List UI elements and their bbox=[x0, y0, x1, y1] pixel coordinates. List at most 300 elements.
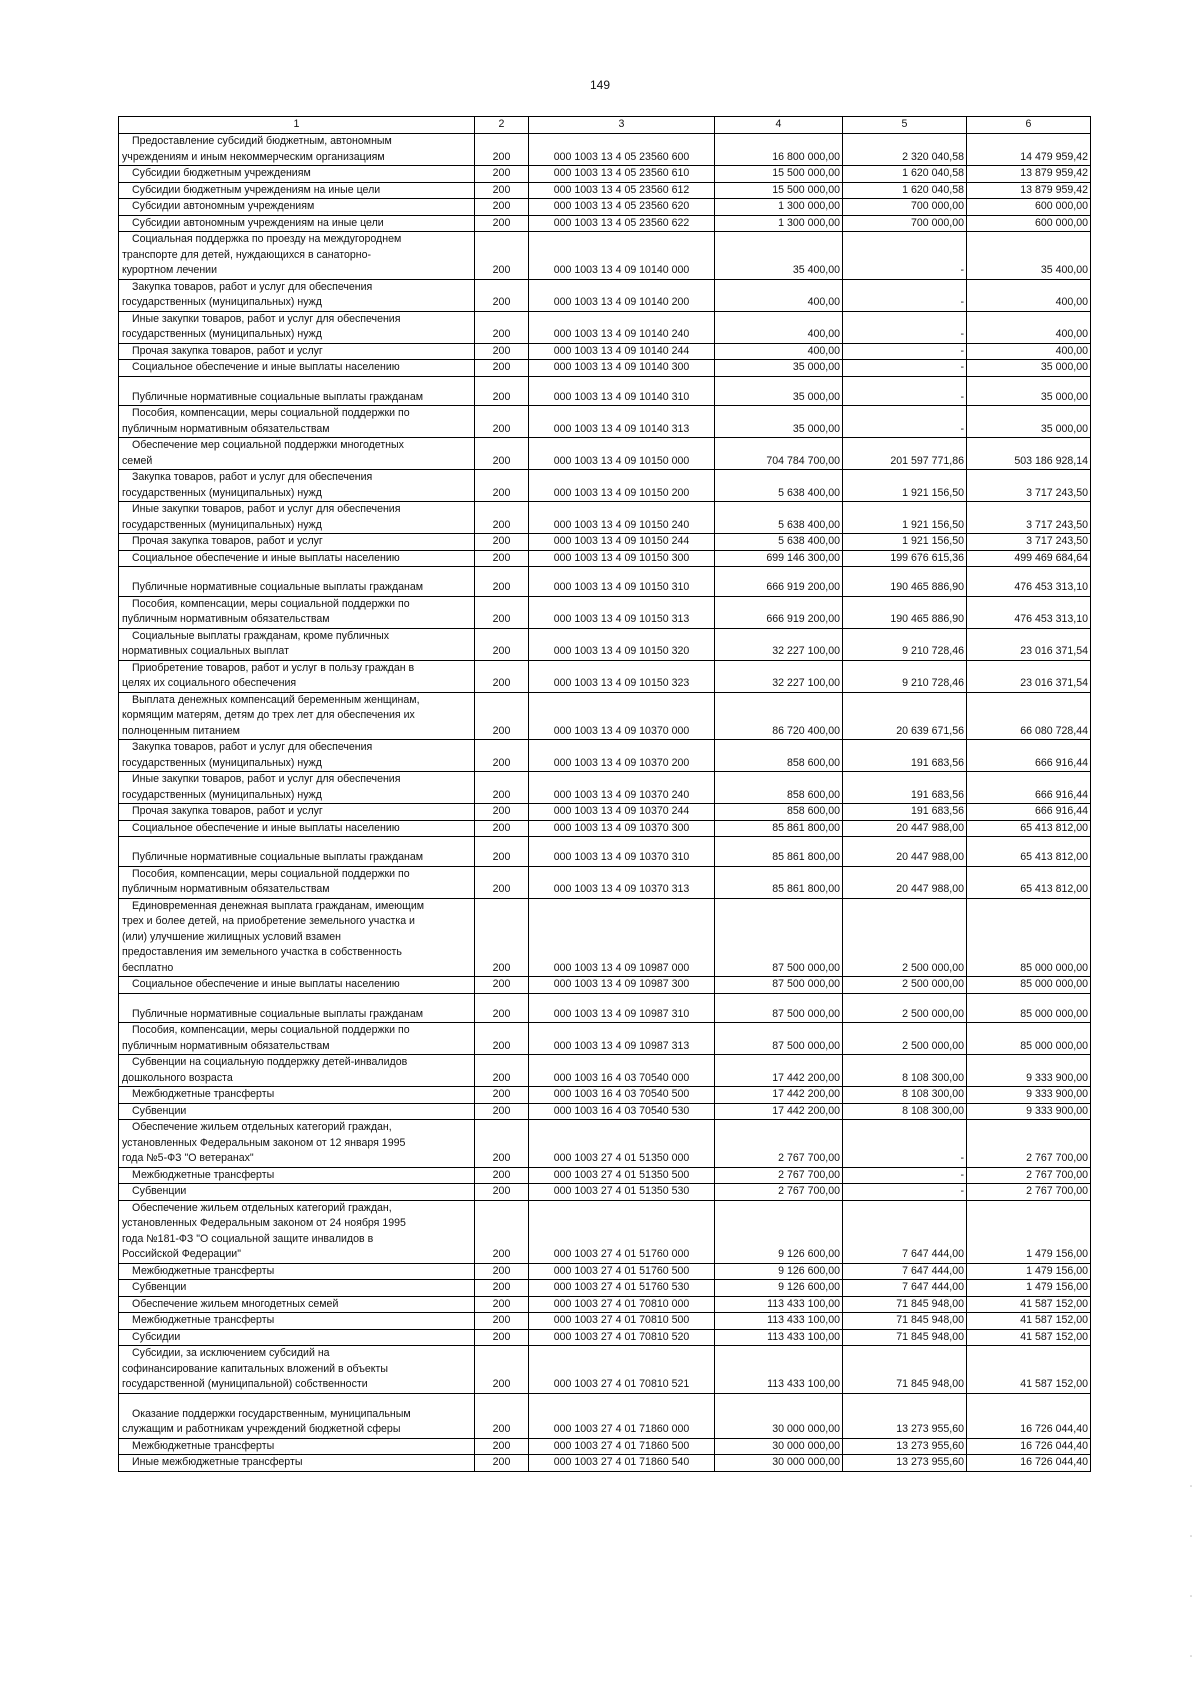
row-name-cell: Пособия, компенсации, меры социальной поддержки по публичным нормативным обязательствам bbox=[119, 1023, 475, 1055]
table-row bbox=[119, 550, 1091, 567]
row-code-cell: 200 bbox=[475, 1313, 529, 1330]
row-executed-amount-cell: - bbox=[843, 279, 967, 311]
row-code-cell: 200 bbox=[475, 1023, 529, 1055]
row-classification-code-cell: 000 1003 13 4 05 23560 612 bbox=[529, 182, 715, 199]
row-name-cell: Иные закупки товаров, работ и услуг для обеспечения государственных (муниципальных) нужд bbox=[119, 311, 475, 343]
row-name-cell: Обеспечение жильем многодетных семей bbox=[119, 1296, 475, 1313]
row-approved-amount-cell: 113 433 100,00 bbox=[715, 1329, 843, 1346]
row-executed-amount-cell: 191 683,56 bbox=[843, 740, 967, 772]
row-unexecuted-amount-cell: 2 767 700,00 bbox=[967, 1167, 1091, 1184]
column-number-header-row bbox=[119, 117, 1091, 134]
row-executed-amount-cell: 2 320 040,58 bbox=[843, 134, 967, 166]
row-name-cell: Предоставление субсидий бюджетным, автономным учреждениям и иным некоммерческим организациям bbox=[119, 134, 475, 166]
row-approved-amount-cell: 35 400,00 bbox=[715, 232, 843, 280]
row-code-cell: 200 bbox=[475, 311, 529, 343]
row-classification-code-cell: 000 1003 27 4 01 51760 530 bbox=[529, 1280, 715, 1297]
row-code-cell: 200 bbox=[475, 993, 529, 1023]
row-name-cell: Субвенции bbox=[119, 1184, 475, 1201]
row-code-cell: 200 bbox=[475, 1346, 529, 1394]
row-classification-code-cell: 000 1003 27 4 01 51350 530 bbox=[529, 1184, 715, 1201]
row-executed-amount-cell: 1 921 156,50 bbox=[843, 534, 967, 551]
table-row bbox=[119, 279, 1091, 311]
row-name-cell: Иные закупки товаров, работ и услуг для обеспечения государственных (муниципальных) нужд bbox=[119, 772, 475, 804]
row-executed-amount-cell: 8 108 300,00 bbox=[843, 1087, 967, 1104]
row-name-cell: Межбюджетные трансферты bbox=[119, 1438, 475, 1455]
row-unexecuted-amount-cell: 503 186 928,14 bbox=[967, 438, 1091, 470]
table-row bbox=[119, 1346, 1091, 1394]
row-unexecuted-amount-cell: 65 413 812,00 bbox=[967, 866, 1091, 898]
row-unexecuted-amount-cell: 23 016 371,54 bbox=[967, 660, 1091, 692]
table-row bbox=[119, 199, 1091, 216]
row-executed-amount-cell: 7 647 444,00 bbox=[843, 1200, 967, 1263]
row-unexecuted-amount-cell: 41 587 152,00 bbox=[967, 1346, 1091, 1394]
row-executed-amount-cell: - bbox=[843, 406, 967, 438]
table-row bbox=[119, 343, 1091, 360]
row-name-cell: Субсидии автономным учреждениям bbox=[119, 199, 475, 216]
row-unexecuted-amount-cell: 476 453 313,10 bbox=[967, 567, 1091, 597]
row-unexecuted-amount-cell: 13 879 959,42 bbox=[967, 166, 1091, 183]
row-name-cell: Межбюджетные трансферты bbox=[119, 1313, 475, 1330]
row-unexecuted-amount-cell: 85 000 000,00 bbox=[967, 977, 1091, 994]
row-classification-code-cell: 000 1003 13 4 09 10140 300 bbox=[529, 360, 715, 377]
row-name-cell: Обеспечение жильем отдельных категорий граждан, установленных Федеральным законом от 24 ноября 1995 года №181-ФЗ "О социальной защите инвалидов в Российской Федерации" bbox=[119, 1200, 475, 1263]
row-code-cell: 200 bbox=[475, 1184, 529, 1201]
row-code-cell: 200 bbox=[475, 1055, 529, 1087]
row-code-cell: 200 bbox=[475, 660, 529, 692]
table-row bbox=[119, 1393, 1091, 1438]
row-code-cell: 200 bbox=[475, 804, 529, 821]
row-code-cell: 200 bbox=[475, 1296, 529, 1313]
row-name-cell: Социальное обеспечение и иные выплаты населению bbox=[119, 550, 475, 567]
row-approved-amount-cell: 5 638 400,00 bbox=[715, 470, 843, 502]
table-row bbox=[119, 232, 1091, 280]
row-classification-code-cell: 000 1003 13 4 09 10150 200 bbox=[529, 470, 715, 502]
table-row bbox=[119, 977, 1091, 994]
row-unexecuted-amount-cell: 1 479 156,00 bbox=[967, 1280, 1091, 1297]
table-row bbox=[119, 311, 1091, 343]
row-code-cell: 200 bbox=[475, 134, 529, 166]
row-unexecuted-amount-cell: 14 479 959,42 bbox=[967, 134, 1091, 166]
row-approved-amount-cell: 85 861 800,00 bbox=[715, 837, 843, 867]
column-header: 4 bbox=[715, 117, 843, 134]
row-approved-amount-cell: 858 600,00 bbox=[715, 740, 843, 772]
row-name-cell: Выплата денежных компенсаций беременным женщинам, кормящим матерям, детям до трех лет для обеспечения их полноценным питанием bbox=[119, 692, 475, 740]
row-approved-amount-cell: 16 800 000,00 bbox=[715, 134, 843, 166]
table-row bbox=[119, 898, 1091, 977]
table-row bbox=[119, 596, 1091, 628]
row-name-cell: Публичные нормативные социальные выплаты гражданам bbox=[119, 376, 475, 406]
row-code-cell: 200 bbox=[475, 740, 529, 772]
row-approved-amount-cell: 113 433 100,00 bbox=[715, 1296, 843, 1313]
row-approved-amount-cell: 2 767 700,00 bbox=[715, 1184, 843, 1201]
table-row bbox=[119, 628, 1091, 660]
row-approved-amount-cell: 9 126 600,00 bbox=[715, 1280, 843, 1297]
row-name-cell: Публичные нормативные социальные выплаты гражданам bbox=[119, 837, 475, 867]
row-code-cell: 200 bbox=[475, 1167, 529, 1184]
row-code-cell: 200 bbox=[475, 215, 529, 232]
row-code-cell: 200 bbox=[475, 550, 529, 567]
row-unexecuted-amount-cell: 16 726 044,40 bbox=[967, 1438, 1091, 1455]
row-unexecuted-amount-cell: 35 000,00 bbox=[967, 406, 1091, 438]
row-executed-amount-cell: 2 500 000,00 bbox=[843, 977, 967, 994]
row-classification-code-cell: 000 1003 27 4 01 51350 500 bbox=[529, 1167, 715, 1184]
table-row bbox=[119, 406, 1091, 438]
table-row bbox=[119, 1184, 1091, 1201]
row-approved-amount-cell: 666 919 200,00 bbox=[715, 596, 843, 628]
row-unexecuted-amount-cell: 65 413 812,00 bbox=[967, 837, 1091, 867]
row-approved-amount-cell: 87 500 000,00 bbox=[715, 898, 843, 977]
table-row bbox=[119, 376, 1091, 406]
row-executed-amount-cell: 20 639 671,56 bbox=[843, 692, 967, 740]
row-approved-amount-cell: 2 767 700,00 bbox=[715, 1167, 843, 1184]
row-approved-amount-cell: 30 000 000,00 bbox=[715, 1393, 843, 1438]
row-classification-code-cell: 000 1003 13 4 09 10140 310 bbox=[529, 376, 715, 406]
row-unexecuted-amount-cell: 400,00 bbox=[967, 279, 1091, 311]
page-number: 149 bbox=[589, 78, 611, 92]
row-unexecuted-amount-cell: 65 413 812,00 bbox=[967, 820, 1091, 837]
row-approved-amount-cell: 2 767 700,00 bbox=[715, 1120, 843, 1168]
row-approved-amount-cell: 1 300 000,00 bbox=[715, 215, 843, 232]
table-row bbox=[119, 820, 1091, 837]
row-approved-amount-cell: 17 442 200,00 bbox=[715, 1103, 843, 1120]
table-row bbox=[119, 740, 1091, 772]
row-executed-amount-cell: - bbox=[843, 232, 967, 280]
row-unexecuted-amount-cell: 23 016 371,54 bbox=[967, 628, 1091, 660]
row-name-cell: Прочая закупка товаров, работ и услуг bbox=[119, 343, 475, 360]
row-classification-code-cell: 000 1003 13 4 05 23560 600 bbox=[529, 134, 715, 166]
row-name-cell: Закупка товаров, работ и услуг для обеспечения государственных (муниципальных) нужд bbox=[119, 470, 475, 502]
row-unexecuted-amount-cell: 66 080 728,44 bbox=[967, 692, 1091, 740]
row-code-cell: 200 bbox=[475, 837, 529, 867]
table-row bbox=[119, 1120, 1091, 1168]
row-approved-amount-cell: 9 126 600,00 bbox=[715, 1200, 843, 1263]
row-executed-amount-cell: 20 447 988,00 bbox=[843, 866, 967, 898]
row-classification-code-cell: 000 1003 27 4 01 71860 500 bbox=[529, 1438, 715, 1455]
row-executed-amount-cell: 8 108 300,00 bbox=[843, 1103, 967, 1120]
row-classification-code-cell: 000 1003 13 4 09 10140 240 bbox=[529, 311, 715, 343]
row-unexecuted-amount-cell: 2 767 700,00 bbox=[967, 1184, 1091, 1201]
table-row bbox=[119, 1438, 1091, 1455]
table-row bbox=[119, 534, 1091, 551]
table-row bbox=[119, 692, 1091, 740]
row-name-cell: Приобретение товаров, работ и услуг в пользу граждан в целях их социального обеспечения bbox=[119, 660, 475, 692]
row-unexecuted-amount-cell: 9 333 900,00 bbox=[967, 1087, 1091, 1104]
row-name-cell: Субвенции bbox=[119, 1280, 475, 1297]
table-row bbox=[119, 866, 1091, 898]
row-code-cell: 200 bbox=[475, 166, 529, 183]
row-classification-code-cell: 000 1003 13 4 09 10370 310 bbox=[529, 837, 715, 867]
row-unexecuted-amount-cell: 3 717 243,50 bbox=[967, 534, 1091, 551]
row-name-cell: Социальное обеспечение и иные выплаты населению bbox=[119, 977, 475, 994]
table-row bbox=[119, 1455, 1091, 1472]
row-name-cell: Субвенции bbox=[119, 1103, 475, 1120]
row-unexecuted-amount-cell: 3 717 243,50 bbox=[967, 502, 1091, 534]
row-executed-amount-cell: 1 620 040,58 bbox=[843, 166, 967, 183]
table-row bbox=[119, 567, 1091, 597]
row-name-cell: Межбюджетные трансферты bbox=[119, 1263, 475, 1280]
row-code-cell: 200 bbox=[475, 534, 529, 551]
row-classification-code-cell: 000 1003 13 4 09 10150 240 bbox=[529, 502, 715, 534]
row-unexecuted-amount-cell: 41 587 152,00 bbox=[967, 1296, 1091, 1313]
row-executed-amount-cell: 9 210 728,46 bbox=[843, 660, 967, 692]
row-approved-amount-cell: 35 000,00 bbox=[715, 406, 843, 438]
row-approved-amount-cell: 400,00 bbox=[715, 279, 843, 311]
row-executed-amount-cell: 13 273 955,60 bbox=[843, 1393, 967, 1438]
row-code-cell: 200 bbox=[475, 820, 529, 837]
row-classification-code-cell: 000 1003 13 4 09 10150 320 bbox=[529, 628, 715, 660]
table-row bbox=[119, 215, 1091, 232]
row-classification-code-cell: 000 1003 27 4 01 70810 000 bbox=[529, 1296, 715, 1313]
row-approved-amount-cell: 5 638 400,00 bbox=[715, 502, 843, 534]
row-approved-amount-cell: 1 300 000,00 bbox=[715, 199, 843, 216]
row-unexecuted-amount-cell: 13 879 959,42 bbox=[967, 182, 1091, 199]
row-classification-code-cell: 000 1003 16 4 03 70540 000 bbox=[529, 1055, 715, 1087]
row-executed-amount-cell: 7 647 444,00 bbox=[843, 1280, 967, 1297]
table-row bbox=[119, 1055, 1091, 1087]
row-name-cell: Субсидии бюджетным учреждениям на иные цели bbox=[119, 182, 475, 199]
row-executed-amount-cell: 191 683,56 bbox=[843, 804, 967, 821]
row-unexecuted-amount-cell: 2 767 700,00 bbox=[967, 1120, 1091, 1168]
row-unexecuted-amount-cell: 600 000,00 bbox=[967, 215, 1091, 232]
row-classification-code-cell: 000 1003 13 4 09 10150 000 bbox=[529, 438, 715, 470]
row-executed-amount-cell: 199 676 615,36 bbox=[843, 550, 967, 567]
row-code-cell: 200 bbox=[475, 1120, 529, 1168]
row-classification-code-cell: 000 1003 13 4 09 10370 200 bbox=[529, 740, 715, 772]
row-unexecuted-amount-cell: 85 000 000,00 bbox=[967, 898, 1091, 977]
row-code-cell: 200 bbox=[475, 1438, 529, 1455]
column-header: 5 bbox=[843, 117, 967, 134]
row-classification-code-cell: 000 1003 27 4 01 70810 521 bbox=[529, 1346, 715, 1394]
row-executed-amount-cell: 2 500 000,00 bbox=[843, 993, 967, 1023]
row-code-cell: 200 bbox=[475, 1393, 529, 1438]
scan-artifact-dots bbox=[1188, 1476, 1194, 1696]
row-name-cell: Субвенции на социальную поддержку детей-инвалидов дошкольного возраста bbox=[119, 1055, 475, 1087]
row-classification-code-cell: 000 1003 27 4 01 70810 520 bbox=[529, 1329, 715, 1346]
row-code-cell: 200 bbox=[475, 1087, 529, 1104]
row-classification-code-cell: 000 1003 27 4 01 51350 000 bbox=[529, 1120, 715, 1168]
row-executed-amount-cell: 71 845 948,00 bbox=[843, 1329, 967, 1346]
table-row bbox=[119, 837, 1091, 867]
table-row bbox=[119, 182, 1091, 199]
row-unexecuted-amount-cell: 41 587 152,00 bbox=[967, 1329, 1091, 1346]
row-executed-amount-cell: 9 210 728,46 bbox=[843, 628, 967, 660]
row-code-cell: 200 bbox=[475, 470, 529, 502]
row-approved-amount-cell: 113 433 100,00 bbox=[715, 1346, 843, 1394]
row-code-cell: 200 bbox=[475, 1263, 529, 1280]
table-row bbox=[119, 1023, 1091, 1055]
row-code-cell: 200 bbox=[475, 1455, 529, 1472]
row-classification-code-cell: 000 1003 13 4 09 10150 300 bbox=[529, 550, 715, 567]
row-name-cell: Субсидии bbox=[119, 1329, 475, 1346]
row-unexecuted-amount-cell: 9 333 900,00 bbox=[967, 1103, 1091, 1120]
row-approved-amount-cell: 858 600,00 bbox=[715, 804, 843, 821]
row-classification-code-cell: 000 1003 13 4 09 10150 310 bbox=[529, 567, 715, 597]
table-row bbox=[119, 1263, 1091, 1280]
row-approved-amount-cell: 699 146 300,00 bbox=[715, 550, 843, 567]
row-executed-amount-cell: 8 108 300,00 bbox=[843, 1055, 967, 1087]
row-executed-amount-cell: 20 447 988,00 bbox=[843, 820, 967, 837]
column-header: 3 bbox=[529, 117, 715, 134]
row-approved-amount-cell: 17 442 200,00 bbox=[715, 1055, 843, 1087]
row-name-cell: Единовременная денежная выплата гражданам, имеющим трех и более детей, на приобретение земельного участка и (или) улучшение жилищных условий взамен предоставления им земельного участка в собственность бесплатно bbox=[119, 898, 475, 977]
row-name-cell: Обеспечение мер социальной поддержки многодетных семей bbox=[119, 438, 475, 470]
row-classification-code-cell: 000 1003 27 4 01 71860 000 bbox=[529, 1393, 715, 1438]
table-row bbox=[119, 166, 1091, 183]
column-header: 6 bbox=[967, 117, 1091, 134]
table-row bbox=[119, 1296, 1091, 1313]
row-approved-amount-cell: 400,00 bbox=[715, 311, 843, 343]
row-name-cell: Публичные нормативные социальные выплаты гражданам bbox=[119, 567, 475, 597]
row-approved-amount-cell: 666 919 200,00 bbox=[715, 567, 843, 597]
row-code-cell: 200 bbox=[475, 628, 529, 660]
row-unexecuted-amount-cell: 9 333 900,00 bbox=[967, 1055, 1091, 1087]
table-row bbox=[119, 438, 1091, 470]
budget-execution-table bbox=[118, 116, 1091, 1472]
row-classification-code-cell: 000 1003 13 4 09 10370 244 bbox=[529, 804, 715, 821]
row-name-cell: Иные межбюджетные трансферты bbox=[119, 1455, 475, 1472]
row-code-cell: 200 bbox=[475, 406, 529, 438]
row-executed-amount-cell: 191 683,56 bbox=[843, 772, 967, 804]
row-code-cell: 200 bbox=[475, 898, 529, 977]
row-classification-code-cell: 000 1003 27 4 01 51760 500 bbox=[529, 1263, 715, 1280]
table-row bbox=[119, 502, 1091, 534]
row-name-cell: Социальное обеспечение и иные выплаты населению bbox=[119, 360, 475, 377]
row-executed-amount-cell: 190 465 886,90 bbox=[843, 567, 967, 597]
row-unexecuted-amount-cell: 400,00 bbox=[967, 311, 1091, 343]
row-executed-amount-cell: 1 921 156,50 bbox=[843, 470, 967, 502]
row-approved-amount-cell: 704 784 700,00 bbox=[715, 438, 843, 470]
row-classification-code-cell: 000 1003 13 4 09 10987 300 bbox=[529, 977, 715, 994]
table-row bbox=[119, 1200, 1091, 1263]
row-name-cell: Пособия, компенсации, меры социальной поддержки по публичным нормативным обязательствам bbox=[119, 596, 475, 628]
row-executed-amount-cell: 2 500 000,00 bbox=[843, 1023, 967, 1055]
row-executed-amount-cell: 1 921 156,50 bbox=[843, 502, 967, 534]
row-unexecuted-amount-cell: 666 916,44 bbox=[967, 772, 1091, 804]
row-approved-amount-cell: 858 600,00 bbox=[715, 772, 843, 804]
row-unexecuted-amount-cell: 476 453 313,10 bbox=[967, 596, 1091, 628]
row-classification-code-cell: 000 1003 13 4 09 10370 300 bbox=[529, 820, 715, 837]
row-approved-amount-cell: 400,00 bbox=[715, 343, 843, 360]
row-unexecuted-amount-cell: 3 717 243,50 bbox=[967, 470, 1091, 502]
row-classification-code-cell: 000 1003 13 4 09 10150 244 bbox=[529, 534, 715, 551]
row-unexecuted-amount-cell: 41 587 152,00 bbox=[967, 1313, 1091, 1330]
row-code-cell: 200 bbox=[475, 977, 529, 994]
row-approved-amount-cell: 113 433 100,00 bbox=[715, 1313, 843, 1330]
row-executed-amount-cell: 71 845 948,00 bbox=[843, 1313, 967, 1330]
row-classification-code-cell: 000 1003 16 4 03 70540 530 bbox=[529, 1103, 715, 1120]
row-approved-amount-cell: 32 227 100,00 bbox=[715, 628, 843, 660]
row-code-cell: 200 bbox=[475, 1280, 529, 1297]
row-classification-code-cell: 000 1003 27 4 01 70810 500 bbox=[529, 1313, 715, 1330]
row-code-cell: 200 bbox=[475, 772, 529, 804]
row-unexecuted-amount-cell: 85 000 000,00 bbox=[967, 993, 1091, 1023]
row-executed-amount-cell: 71 845 948,00 bbox=[843, 1346, 967, 1394]
row-name-cell: Социальные выплаты гражданам, кроме публичных нормативных социальных выплат bbox=[119, 628, 475, 660]
table-row bbox=[119, 804, 1091, 821]
table-row bbox=[119, 772, 1091, 804]
row-classification-code-cell: 000 1003 13 4 09 10370 313 bbox=[529, 866, 715, 898]
table-row bbox=[119, 993, 1091, 1023]
row-name-cell: Закупка товаров, работ и услуг для обеспечения государственных (муниципальных) нужд bbox=[119, 740, 475, 772]
row-code-cell: 200 bbox=[475, 1200, 529, 1263]
row-code-cell: 200 bbox=[475, 279, 529, 311]
row-approved-amount-cell: 35 000,00 bbox=[715, 360, 843, 377]
row-classification-code-cell: 000 1003 13 4 09 10987 310 bbox=[529, 993, 715, 1023]
row-classification-code-cell: 000 1003 13 4 09 10370 000 bbox=[529, 692, 715, 740]
row-classification-code-cell: 000 1003 13 4 05 23560 610 bbox=[529, 166, 715, 183]
row-code-cell: 200 bbox=[475, 360, 529, 377]
row-code-cell: 200 bbox=[475, 376, 529, 406]
row-unexecuted-amount-cell: 666 916,44 bbox=[967, 740, 1091, 772]
row-name-cell: Прочая закупка товаров, работ и услуг bbox=[119, 534, 475, 551]
row-name-cell: Социальная поддержка по проезду на междугороднем транспорте для детей, нуждающихся в санаторно- курортном лечении bbox=[119, 232, 475, 280]
table-row bbox=[119, 1087, 1091, 1104]
row-code-cell: 200 bbox=[475, 596, 529, 628]
row-name-cell: Оказание поддержки государственным, муниципальным служащим и работникам учреждений бюджетной сферы bbox=[119, 1393, 475, 1438]
row-code-cell: 200 bbox=[475, 1103, 529, 1120]
row-executed-amount-cell: 7 647 444,00 bbox=[843, 1263, 967, 1280]
row-classification-code-cell: 000 1003 13 4 09 10987 313 bbox=[529, 1023, 715, 1055]
row-name-cell: Пособия, компенсации, меры социальной поддержки по публичным нормативным обязательствам bbox=[119, 866, 475, 898]
table-row bbox=[119, 134, 1091, 166]
row-name-cell: Субсидии бюджетным учреждениям bbox=[119, 166, 475, 183]
row-executed-amount-cell: - bbox=[843, 1184, 967, 1201]
row-name-cell: Межбюджетные трансферты bbox=[119, 1087, 475, 1104]
row-unexecuted-amount-cell: 35 000,00 bbox=[967, 360, 1091, 377]
table-row bbox=[119, 360, 1091, 377]
row-name-cell: Прочая закупка товаров, работ и услуг bbox=[119, 804, 475, 821]
row-code-cell: 200 bbox=[475, 1329, 529, 1346]
table-row bbox=[119, 1329, 1091, 1346]
row-executed-amount-cell: 1 620 040,58 bbox=[843, 182, 967, 199]
row-unexecuted-amount-cell: 16 726 044,40 bbox=[967, 1393, 1091, 1438]
row-executed-amount-cell: 190 465 886,90 bbox=[843, 596, 967, 628]
table-row bbox=[119, 470, 1091, 502]
table-row bbox=[119, 1167, 1091, 1184]
table-row bbox=[119, 1103, 1091, 1120]
column-header: 1 bbox=[119, 117, 475, 134]
row-code-cell: 200 bbox=[475, 232, 529, 280]
row-executed-amount-cell: - bbox=[843, 1120, 967, 1168]
row-approved-amount-cell: 86 720 400,00 bbox=[715, 692, 843, 740]
row-classification-code-cell: 000 1003 13 4 09 10150 323 bbox=[529, 660, 715, 692]
row-classification-code-cell: 000 1003 13 4 09 10140 313 bbox=[529, 406, 715, 438]
row-executed-amount-cell: - bbox=[843, 311, 967, 343]
row-unexecuted-amount-cell: 85 000 000,00 bbox=[967, 1023, 1091, 1055]
row-code-cell: 200 bbox=[475, 866, 529, 898]
row-unexecuted-amount-cell: 35 000,00 bbox=[967, 376, 1091, 406]
row-approved-amount-cell: 85 861 800,00 bbox=[715, 820, 843, 837]
row-code-cell: 200 bbox=[475, 502, 529, 534]
row-unexecuted-amount-cell: 1 479 156,00 bbox=[967, 1200, 1091, 1263]
row-executed-amount-cell: - bbox=[843, 376, 967, 406]
row-classification-code-cell: 000 1003 13 4 05 23560 620 bbox=[529, 199, 715, 216]
row-classification-code-cell: 000 1003 13 4 09 10140 200 bbox=[529, 279, 715, 311]
row-classification-code-cell: 000 1003 16 4 03 70540 500 bbox=[529, 1087, 715, 1104]
row-executed-amount-cell: 20 447 988,00 bbox=[843, 837, 967, 867]
row-classification-code-cell: 000 1003 13 4 09 10370 240 bbox=[529, 772, 715, 804]
row-code-cell: 200 bbox=[475, 343, 529, 360]
row-unexecuted-amount-cell: 400,00 bbox=[967, 343, 1091, 360]
row-approved-amount-cell: 30 000 000,00 bbox=[715, 1438, 843, 1455]
row-classification-code-cell: 000 1003 13 4 05 23560 622 bbox=[529, 215, 715, 232]
row-name-cell: Социальное обеспечение и иные выплаты населению bbox=[119, 820, 475, 837]
row-approved-amount-cell: 32 227 100,00 bbox=[715, 660, 843, 692]
row-executed-amount-cell: 700 000,00 bbox=[843, 215, 967, 232]
row-approved-amount-cell: 5 638 400,00 bbox=[715, 534, 843, 551]
row-unexecuted-amount-cell: 35 400,00 bbox=[967, 232, 1091, 280]
row-classification-code-cell: 000 1003 13 4 09 10140 000 bbox=[529, 232, 715, 280]
